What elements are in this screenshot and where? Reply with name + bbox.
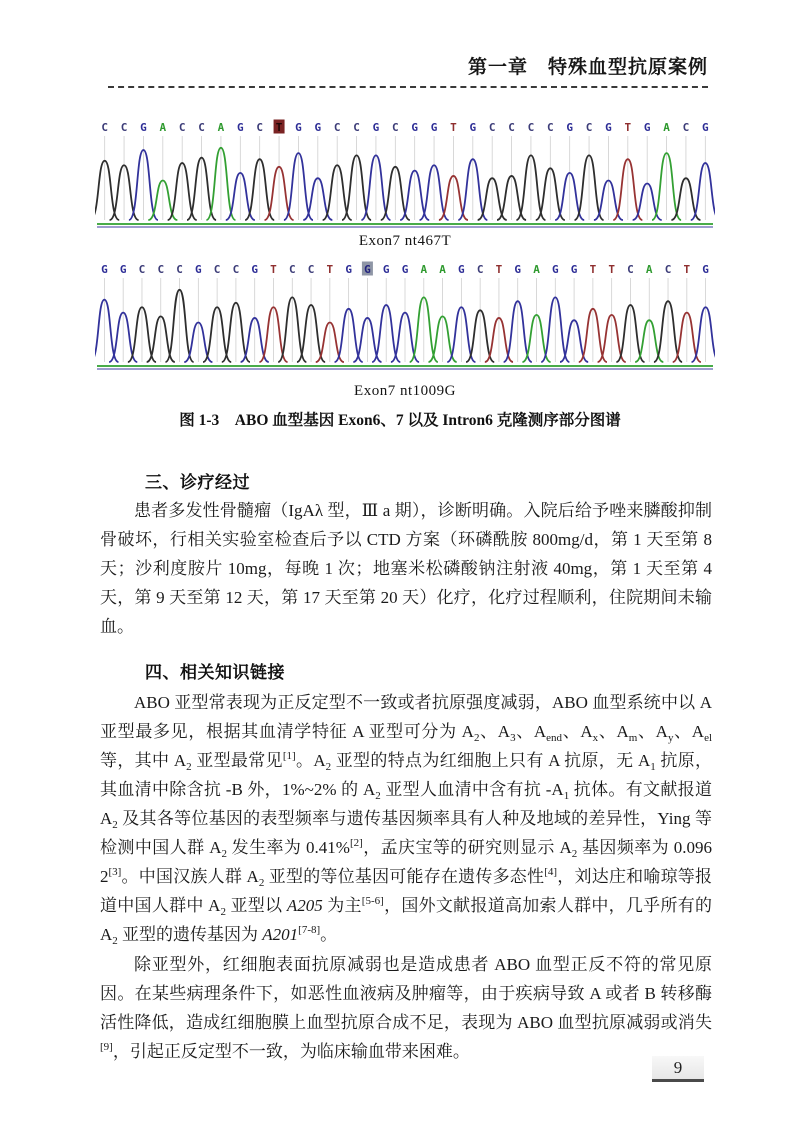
svg-text:G: G — [458, 263, 465, 276]
svg-text:T: T — [624, 121, 632, 134]
svg-text:C: C — [585, 121, 593, 134]
svg-text:C: C — [627, 263, 634, 276]
paragraph-subtypes: ABO 亚型常表现为正反定型不一致或者抗原强度减弱，ABO 血型系统中以 A 亚型最多见，根据其血清学特征 A 亚型可分为 $A_2$、$A_3$、$A_{end}$、$A_x$、$A_m$、$A_y$、$A_{el}$ 等，其中 $A_2$ 亚型最常见[1]。$A_2$ 亚型的特点为红细胞上只有 A 抗原，无 $A_1$ 抗原，其血清中除含抗 -B 外，1%~2% 的 $A_2$ 亚型人血清中含有抗 $-A_1$ 抗体。有文献报道 $A_2$ 及其各等位基因的表型频率与遗传基因频率具有人种及地域的差异性，Ying 等检测中国人群 $A_2$ 发生率为 0.41%[2]，孟庆宝等的研究则显示 $A_2$ 基因频率为 0.096 2[3]。中国汉族人群 $A_2$ 亚型的等位基因可能存在遗传多态性[4]，刘达庄和喻琼等报道中国人群中 $A_2$ 亚型以 A205 为主[5-6]，国外文献报道高加索人群中，几乎所有的 $A_2$ 亚型的遗传基因为 A201[7-8]。 — [100, 693, 713, 947]
svg-text:C: C — [353, 121, 360, 134]
svg-text:G: G — [514, 263, 522, 276]
svg-text:G: G — [702, 263, 709, 276]
svg-text:G: G — [469, 121, 477, 134]
svg-text:G: G — [605, 121, 612, 134]
svg-text:G: G — [643, 121, 651, 134]
svg-text:C: C — [256, 121, 263, 134]
svg-text:G: G — [430, 121, 438, 134]
svg-text:C: C — [547, 121, 554, 134]
paragraph-treatment: 患者多发性骨髓瘤（IgAλ 型，Ⅲ a 期），诊断明确。入院后给予唑来膦酸抑制骨破坏，行相关实验室检查后予以 CTD 方案（环磷酰胺 800mg/d，第 1 天至第 8 天；沙利度胺片 10mg，每晚 1 次；地塞米松磷酸钠注射液 40mg，第 1 天至第 4 天，第 9 天至第 12 天，第 17 天至第 20 天）化疗，化疗过程顺利，住院期间未输血。 — [100, 501, 712, 636]
svg-text:C: C — [527, 121, 535, 134]
svg-text:G: G — [566, 121, 573, 134]
svg-text:T: T — [450, 121, 457, 134]
svg-text:G: G — [411, 121, 418, 134]
svg-text:C: C — [288, 263, 296, 276]
svg-text:C: C — [120, 121, 128, 134]
svg-text:T: T — [683, 263, 691, 276]
svg-text:A: A — [217, 121, 225, 134]
svg-text:T: T — [275, 121, 283, 134]
svg-text:C: C — [488, 121, 496, 134]
svg-text:T: T — [495, 263, 503, 276]
svg-text:C: C — [157, 263, 165, 276]
paragraph-antigen-weakening: 除亚型外，红细胞表面抗原减弱也是造成患者 ABO 血型正反不符的常见原因。在某些病理条件下，如恶性血液病及肿瘤等，由于疾病导致 A 或者 B 转移酶活性降低，造成红细胞膜上血型抗原合成不足，表现为 ABO 血型抗原减弱或消失[9]，引起正反定型不一致，为临床输血带来困难。 — [100, 955, 712, 1061]
svg-text:G: G — [195, 263, 202, 276]
svg-text:G: G — [364, 263, 371, 276]
section-heading-treatment: 三、诊疗经过 — [145, 473, 250, 492]
header-divider — [108, 86, 708, 88]
svg-text:C: C — [333, 121, 341, 134]
svg-text:T: T — [608, 263, 615, 276]
svg-text:C: C — [476, 263, 484, 276]
svg-text:G: G — [702, 121, 709, 134]
svg-text:C: C — [213, 263, 221, 276]
svg-text:A: A — [439, 263, 446, 276]
svg-text:A: A — [663, 121, 670, 134]
section-heading-knowledge: 四、相关知识链接 — [145, 663, 285, 682]
svg-text:T: T — [589, 263, 597, 276]
svg-text:A: A — [420, 263, 428, 276]
svg-text:G: G — [372, 121, 380, 134]
svg-text:G: G — [382, 263, 390, 276]
chromatogram-trace-1 — [95, 118, 715, 232]
svg-text:C: C — [178, 121, 186, 134]
svg-text:G: G — [551, 263, 559, 276]
svg-text:C: C — [508, 121, 515, 134]
chapter-title: 第一章 特殊血型抗原案例 — [467, 57, 708, 78]
svg-text:C: C — [664, 263, 672, 276]
svg-text:G: G — [345, 263, 352, 276]
svg-text:G: G — [570, 263, 578, 276]
trace-2-label: Exon7 nt1009G — [354, 383, 456, 399]
svg-text:C: C — [307, 263, 315, 276]
svg-text:C: C — [198, 121, 205, 134]
page-number: 9 — [652, 1056, 704, 1082]
svg-text:G: G — [314, 121, 322, 134]
trace-1-label: Exon7 nt467T — [358, 233, 452, 249]
chromatogram-trace-2 — [95, 260, 715, 374]
svg-text:C: C — [176, 263, 183, 276]
svg-text:G: G — [251, 263, 259, 276]
svg-text:C: C — [101, 121, 108, 134]
svg-text:G: G — [101, 263, 108, 276]
svg-text:G: G — [237, 121, 244, 134]
svg-text:A: A — [159, 121, 167, 134]
svg-text:G: G — [295, 121, 302, 134]
svg-text:C: C — [232, 263, 240, 276]
svg-text:A: A — [533, 263, 540, 276]
svg-text:G: G — [140, 121, 147, 134]
figure-caption: 图 1-3 ABO 血型基因 Exon6、7 以及 Intron6 克隆测序部分图谱 — [179, 412, 621, 429]
svg-text:T: T — [326, 263, 334, 276]
svg-text:G: G — [119, 263, 127, 276]
svg-text:C: C — [682, 121, 690, 134]
svg-text:C: C — [392, 121, 399, 134]
svg-text:A: A — [645, 263, 653, 276]
svg-text:C: C — [138, 263, 146, 276]
svg-text:G: G — [401, 263, 409, 276]
svg-text:T: T — [270, 263, 277, 276]
